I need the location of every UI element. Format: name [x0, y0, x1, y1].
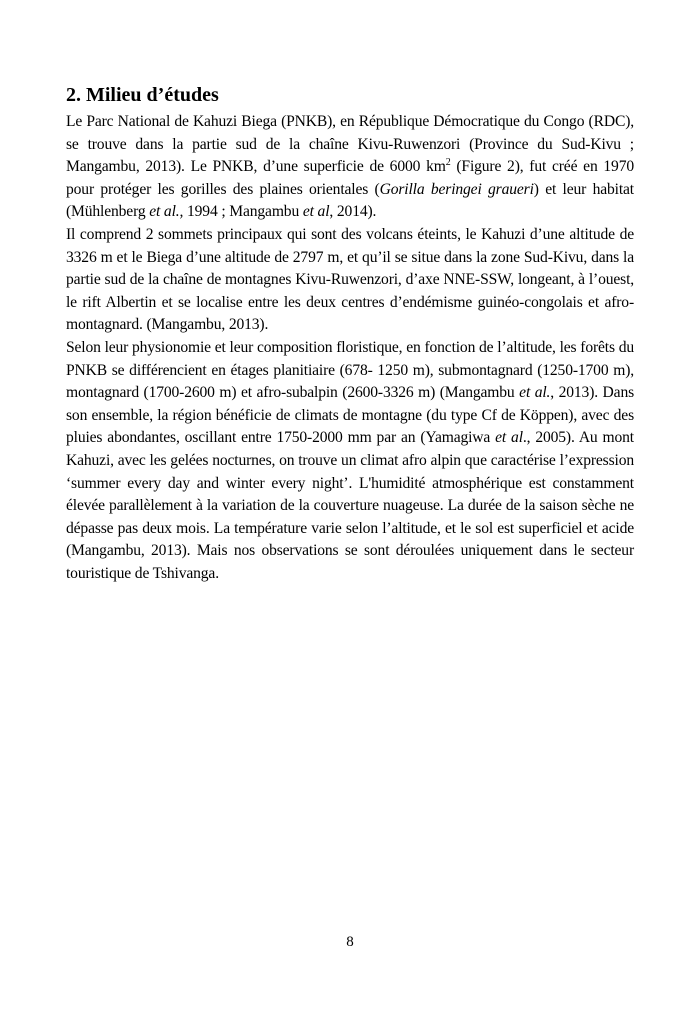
paragraph-park-overview	[66, 111, 634, 224]
paragraph-text: (Figure 2), fut créé en 1970 pour protéger les gorilles des plaines orientales (	[66, 158, 634, 198]
citation-etal: et al.,	[149, 203, 184, 221]
paragraph-text: ., 2005). Au mont Kahuzi, avec les gelées nocturnes, on trouve un climat afro alpin que caractérise l’expression ‘summer every day and winter every night’. L'humidité atmosphérique est constamment élevée parallèlement à la variation de la couverture nuageuse. La durée de la saison sèche ne dépasse pas deux mois. La température varie selon l’altitude, et le sol est superficiel et acide (Mangambu, 2013). Mais nos observations se sont déroulées uniquement dans le secteur touristique de Tshivanga.	[66, 429, 634, 582]
paragraph-text: , 2013). Dans son ensemble, la région bénéficie de climats de montagne (du type Cf de Köppen), avec des pluies abondantes, oscillant entre 1750-2000 mm par an (Yamagiwa	[66, 384, 635, 447]
paragraph-text: 1994 ; Mangambu	[183, 203, 303, 221]
paragraph-summits: Il comprend 2 sommets principaux qui sont des volcans éteints, le Kahuzi d’une altitude de 3326 m et le Biega d’une altitude de 2797 m, et qu’il se situe dans la zone Sud-Kivu, dans la partie sud de la chaîne de montagnes Kivu-Ruwenzori, d’axe NNE-SSW, longeant, à l’ouest, le rift Albertin et se localise entre les deux centres d’endémisme guinéo-congolais et afro-montagnard. (Mangambu, 2013).	[66, 225, 634, 334]
superscript: 2	[445, 157, 451, 168]
species-name: Gorilla beringei graueri	[379, 180, 534, 198]
citation-etal: et al	[495, 429, 523, 447]
citation-etal: et al.	[519, 384, 551, 402]
section-title: 2. Milieu d’études	[66, 84, 219, 106]
paragraph-vegetation-climate	[66, 337, 634, 586]
citation-etal: et al	[302, 203, 330, 221]
page-number: 8	[346, 934, 354, 950]
paragraph-text: Selon leur physionomie et leur composition floristique, en fonction de l’altitude, les forêts du PNKB se différencient en étages planitiaire (678- 1250 m), submontagnard (1250-1700 m), montagnard (1700-2600 m) et afro-subalpin (2600-3326 m) (Mangambu	[66, 338, 634, 402]
document-body	[66, 82, 634, 585]
paragraph-text: Le Parc National de Kahuzi Biega (PNKB), en République Démocratique du Congo (RDC), se trouve dans la partie sud de la chaîne Kivu-Ruwenzori (Province du Sud-Kivu ; Mangambu, 2013). Le PNKB, d’une superficie de 6000 km	[66, 113, 634, 176]
paragraph-text: , 2014).	[329, 203, 377, 221]
paragraph-text: ) et leur habitat (Mühlenberg	[66, 180, 634, 221]
